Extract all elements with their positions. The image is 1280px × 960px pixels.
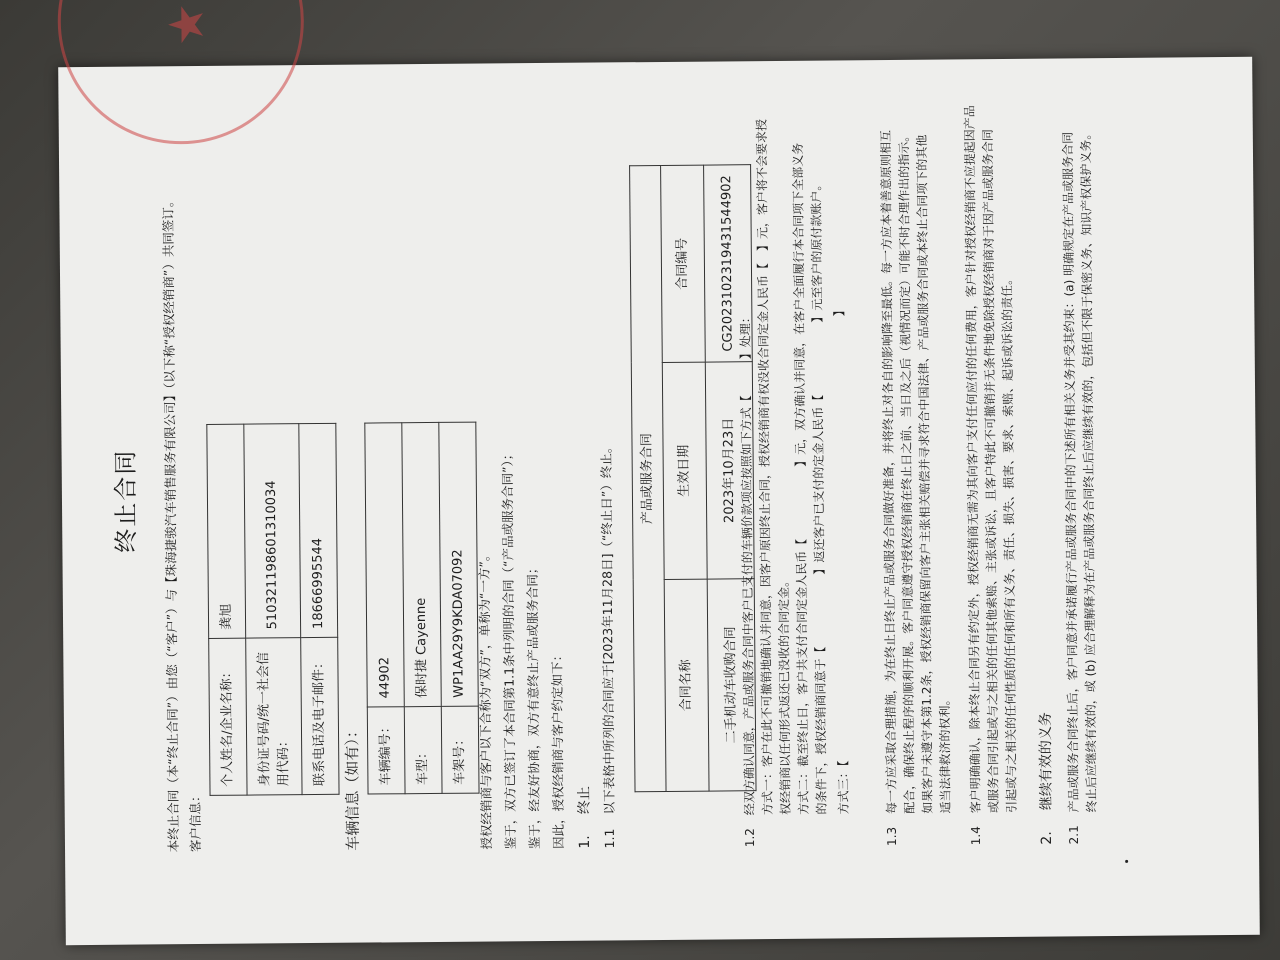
document-photo (58, 2, 1260, 945)
clause-1-2-line: 权经销商以任何形式返还已没收的合同定金。 (776, 574, 793, 815)
clause-1-3-line: 适当法律救济的权利。 (937, 693, 953, 814)
clause-1-2-line: 经双方确认同意，产品或服务合同中客户已支付的车辆价款项应按照如下方式【 】处理： (738, 311, 757, 816)
vehicle-number-label: 车辆编号： (367, 707, 405, 794)
seal-star-icon: ★ (158, 2, 216, 47)
customer-info-table (206, 423, 339, 796)
table-header-name: 合同名称 (664, 579, 709, 791)
table-row (365, 423, 405, 794)
page-title: 终止合同 (111, 448, 141, 553)
table-row (244, 424, 302, 795)
clause-1-4-number: 1.4 (968, 826, 984, 846)
customer-name-label: 个人姓名/企业名称： (209, 638, 247, 795)
table-header-date: 生效日期 (662, 362, 707, 579)
table-cell-date: 2023年10月23日 (705, 362, 754, 579)
intro-text: 本终止合同（本“终止合同”）由您（“客户”）与【珠海捷骏汽车销售服务有限公司】（以下称“授权经销商”）共同签订。 (160, 194, 182, 853)
section-title: 继续有效的义务 (1037, 712, 1055, 811)
clause-1-1 (597, 441, 619, 849)
table-row (207, 424, 247, 795)
customer-id-label: 身份证号码/统一社会信用代码： (246, 638, 302, 795)
section-number: 1. (576, 835, 594, 849)
customer-contact-value: 18666995544 (299, 423, 338, 637)
clause-1-2-line: 的条件下，授权经销商同意于【 】返还客户已支付的定金人民币【 】元至客户的原付款账户。 (809, 178, 829, 815)
customer-info-heading: 客户信息： (187, 789, 204, 853)
section-title: 终止 (576, 786, 593, 815)
vin-label: 车架号： (441, 706, 479, 793)
clause-number: 1.1 (601, 828, 618, 849)
table-header-number: 合同编号 (661, 165, 706, 362)
section-2-heading (1036, 712, 1058, 845)
clause-1-3-line: 如果客户未遵守本第1.2条，授权经销商保留向客户主张相关赔偿并寻求符合中国法律、产品或服务合同或本终止合同项下的其他 (914, 134, 935, 814)
table-row (299, 423, 339, 794)
preamble-therefore: 因此，授权经销商与客户约定如下： (549, 648, 567, 849)
clause-1-2-line: 方式三：【 】 (832, 304, 851, 815)
clause-1-4-line: 或服务合同引起或与之相关的任何其他索赔、主张或诉讼，且客户特此不可撤销并无条件地免除授权经销商对于因产品或服务合同 (980, 129, 1001, 814)
preamble-parties: 授权经销商与客户以下合称为“双方”，单称为“一方”。 (476, 548, 495, 850)
customer-name-value: 龚旭 (207, 424, 246, 638)
customer-id-value: 510321198601310034 (244, 424, 301, 638)
clause-1-2-line: 方式二：截至终止日，客户共支付合同定金人民币【 】元，双方确认并同意，在客户全面履行本合同项下全部义务 (790, 142, 811, 815)
clause-2-1-number: 2.1 (1066, 825, 1082, 845)
clause-1-4-line: 引起或与之相关的任何性质的任何和所有义务、责任、损失、损害、要求、索赔、起诉或诉讼的责任。 (1000, 272, 1019, 813)
clause-1-2-line: 方式一：客户在此不可撤销地确认并同意，因客户原因终止合同，授权经销商有权没收合同定金人民币【 】元，客户将不会要求授 (754, 119, 775, 816)
customer-contact-label: 联系电话及电子邮件： (301, 637, 339, 794)
vehicle-model-label: 车型： (404, 706, 442, 793)
vehicle-info-table (364, 422, 479, 795)
clause-1-3-line: 每一方应采取合理措施，为在终止日终止产品或服务合同做好准备，并将终止对各自的影响降至最低。每一方应本着善意原则相互 (878, 129, 899, 815)
vehicle-number-value: 44902 (365, 423, 404, 707)
vin-value: WP1AA29Y9KDA07092 (439, 422, 478, 706)
table-group-header: 产品或服务合同 (630, 165, 666, 791)
contract-page (58, 2, 1260, 945)
company-seal (57, 0, 305, 145)
section-1-heading (574, 786, 596, 849)
clause-2-1-line: 终止后应继续有效的，或 (b) 应合理解释为在产品或服务合同终止后应继续有效的，包括但不限于保密义务、知识产权保护义务。 (1078, 127, 1099, 813)
table-cell-number: CG20231023194315449​02 (704, 165, 753, 362)
clause-1-2-number: 1.2 (742, 828, 758, 848)
table-row (402, 422, 442, 793)
vehicle-info-heading: 车辆信息（如有）： (342, 723, 363, 851)
ink-dot (1125, 860, 1128, 863)
clause-1-4-line: 客户明确确认，除本终止合同另有约定外，授权经销商无需为其向客户支付任何应付的任何费用，客户针对授权经销商不应提起因产品 (962, 105, 983, 814)
clause-2-1-line: 产品或服务合同终止后，客户同意并承诺履行产品或服务合同中的下述所有相关义务并受其约束：(a) 明确规定在产品或服务合同 (1060, 131, 1081, 813)
table-row (661, 165, 709, 791)
preamble-whereas-2: 鉴于，经友好协商，双方有意终止产品或服务合同； (524, 561, 543, 850)
section-number: 2. (1038, 831, 1056, 845)
vehicle-model-value: 保时捷 Cayenne (402, 422, 441, 706)
preamble-whereas-1: 鉴于，双方已签订了本合同第1.1条中列明的合同（“产品或服务合同”）； (499, 447, 519, 850)
clause-1-3-line: 配合，确保终止程序的顺利开展。客户同意遵守授权经销商在终止日之前、当日及之后（视情况而定）可能不时合理作出的指示。 (896, 129, 917, 814)
clause-1-3-number: 1.3 (884, 826, 900, 847)
clause-text: 以下表格中所列的合同应于[2023年11月28日]（“终止日”）终止。 (598, 440, 617, 815)
table-cell-name: 二手机动车收购合同 (707, 579, 756, 791)
table-row (439, 422, 479, 793)
